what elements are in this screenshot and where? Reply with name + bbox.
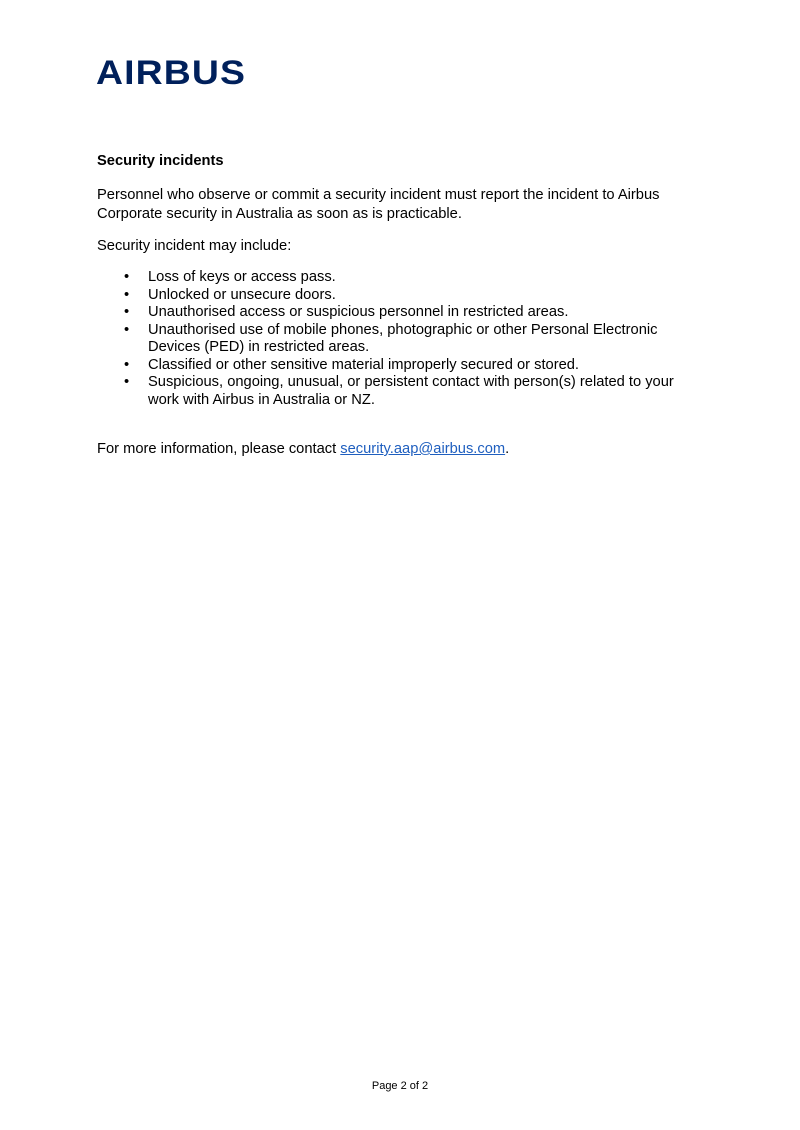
- contact-email-link[interactable]: security.aap@airbus.com: [340, 441, 506, 457]
- incident-list: [97, 269, 697, 409]
- bullet-icon: •: [124, 374, 130, 390]
- airbus-logo: [96, 56, 248, 88]
- page-number: Page 2 of 2: [371, 1080, 429, 1092]
- bullet-icon: •: [124, 321, 130, 338]
- contact-line: [97, 440, 697, 459]
- contact-suffix: .: [505, 441, 510, 457]
- bullet-icon: •: [124, 304, 130, 320]
- list-intro: Security incident may include:: [97, 238, 292, 254]
- list-item: • Suspicious, ongoing, unusual, or persistent contact with person(s) related to your work with Airbus in Australia or NZ.: [124, 374, 674, 408]
- bullet-icon: •: [124, 286, 130, 303]
- list-item: • Unauthorised use of mobile phones, photographic or other Personal Electronic Devices (PED) in restricted areas.: [124, 321, 658, 355]
- intro-paragraph: Personnel who observe or commit a security incident must report the incident to Airbus Corporate security in Australia as soon as is practicable.: [97, 187, 660, 222]
- list-item: • Unauthorised access or suspicious personnel in restricted areas.: [124, 304, 569, 320]
- list-item: • Loss of keys or access pass.: [124, 269, 336, 285]
- bullet-icon: •: [124, 269, 130, 285]
- list-item: • Unlocked or unsecure doors.: [124, 286, 336, 303]
- airbus-logo-icon: [96, 56, 248, 88]
- section-heading: Security incidents: [97, 153, 224, 169]
- document-body: [97, 152, 697, 472]
- contact-prefix: For more information, please contact: [97, 441, 341, 457]
- bullet-icon: •: [124, 356, 130, 373]
- list-item: • Classified or other sensitive material improperly secured or stored.: [124, 356, 580, 373]
- svg-text:AIRBUS: AIRBUS: [96, 56, 246, 88]
